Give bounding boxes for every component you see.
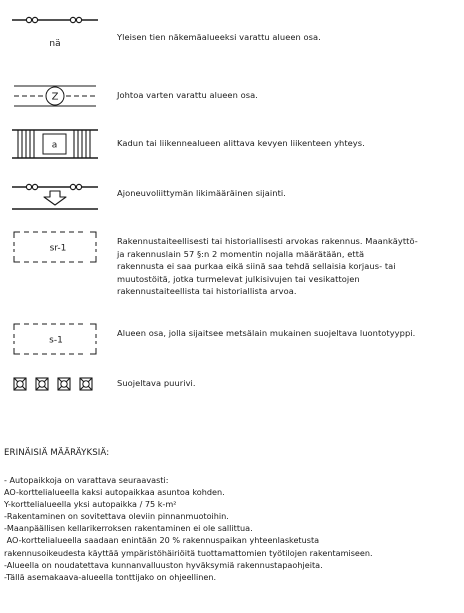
power-line-label: Z [51,91,59,103]
regulation-item: -Rakentaminen on sovitettava oleviin pinnanmuotoihin. [4,511,229,522]
protected-building-label: sr-1 [49,243,67,254]
protected-habitat-label: s-1 [49,335,63,346]
sight-area-label: nä [49,39,61,49]
underpass-label: a [51,140,58,151]
protected-building-icon [10,230,100,264]
tree-mark-icon [80,378,92,390]
regulation-item: - Autopaikkoja on varattava seuraavasti: [4,475,169,485]
legend-text-power-line: Johtoa varten varattu alueen osa. [117,90,258,100]
regulations-heading: ERINÄISIÄ MÄÄRÄYKSIÄ: [4,448,110,458]
legend-text-access: Ajoneuvoliittymän likimääräinen sijainti. [117,188,286,198]
protected-trees-icon [10,375,100,391]
regulation-item: -Alueella on noudatettava kunnanvalluuston hyväksymiä rakennustapaohjeita. [4,559,323,570]
tree-mark-icon [58,378,70,390]
legend-text-protected-habitat: Alueen osa, jolla sijaitsee metsälain mukainen suojeltava luontotyyppi. [117,328,416,338]
tree-mark-icon [36,378,48,390]
access-arrow-icon [10,182,100,212]
regulation-item: -Maanpäällisen kellarikerroksen rakentaminen ei ole sallittua. [4,523,253,534]
legend-text-sight-area: Yleisen tien näkemäalueeksi varattu alueen osa. [117,32,321,42]
legend-text-protected-building: Rakennustaiteellisesti tai historiallisesti arvokas rakennus. Maankäyttö- ja rakennuslain 57 §:n 2 momentin nojalla määrätään, että rakennusta ei saa purkaa eikä siinä saa tehdä sellaisia korjaus- tai muutostöitä, jotka turmelevat julkisivujen tai vesikattojen rakennustaiteellista tai historiallista arvoa. [117,236,418,297]
power-line-area-icon [10,84,100,108]
protected-habitat-icon [10,322,100,356]
sight-area-icon [10,14,100,48]
regulation-item: -Tällä asemakaava-alueella tonttijako on ohjeellinen. [4,571,217,582]
tree-mark-icon [14,378,26,390]
underpass-icon [10,127,100,161]
legend-text-underpass: Kadun tai liikennealueen alittava kevyen liikenteen yhteys. [117,138,365,148]
regulation-item: Y-korttelialueella yksi autopaikka / 75 k-m² [4,499,177,510]
legend-text-protected-trees: Suojeltava puurivi. [117,378,196,388]
regulation-item: AO-korttelialueella saadaan enintään 20 % rakennuspaikan yhteenlasketusta [4,535,320,546]
regulations-list [4,474,460,583]
regulation-item: rakennusoikeudesta käyttää ympäristöhäiriöitä tuottamattomien työtilojen rakentamiseen. [4,547,373,558]
regulation-item: AO-korttelialueella kaksi autopaikkaa asuntoa kohden. [4,487,225,498]
